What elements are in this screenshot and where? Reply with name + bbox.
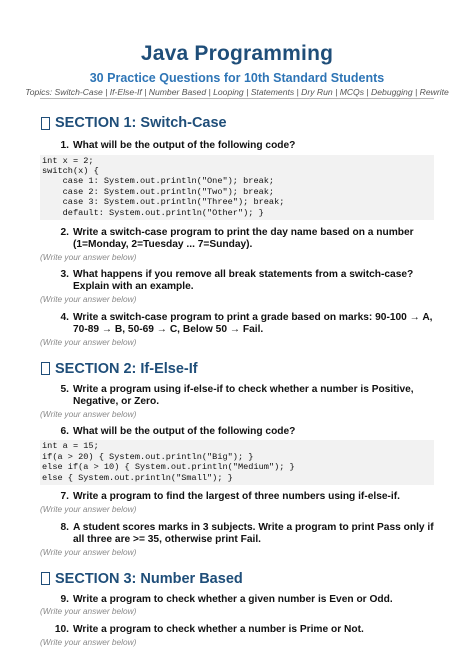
question-text: Write a switch-case program to print a grade based on marks: 90-100 → A, 70-89 → B, 50-69 → C, Below 50 → Fail.	[73, 311, 433, 336]
answer-hint: (Write your answer below)	[40, 336, 137, 347]
answer-hint: (Write your answer below)	[40, 636, 137, 647]
question-item	[40, 426, 434, 439]
question-number: 3.	[60, 268, 69, 280]
question-number: 1.	[60, 140, 69, 151]
question-number: 6.	[60, 425, 69, 437]
question-text: Write a switch-case program to print the day name based on a number (1=Monday, 2=Tuesday ... 7=Sunday).	[73, 226, 414, 251]
question-number: 7.	[60, 491, 69, 503]
question-text: A student scores marks in 3 subjects. Write a program to print Pass only if all three are >= 35, otherwise print Fail.	[73, 521, 434, 546]
question-number: 2.	[60, 226, 69, 238]
question-item	[40, 522, 434, 547]
topics-line: Topics: Switch-Case | If-Else-If | Number Based | Looping | Statements | Dry Run | MCQs | Debugging | Rewrite	[25, 87, 449, 97]
question-text: What will be the output of the following code?	[73, 425, 296, 437]
section-heading-text: SECTION 1: Switch-Case	[55, 115, 227, 131]
question-text: Write a program to check whether a number is Prime or Not.	[73, 624, 364, 636]
section-heading-text: SECTION 2: If-Else-If	[55, 360, 198, 377]
answer-hint: (Write your answer below)	[40, 546, 137, 557]
question-number: 9.	[60, 593, 69, 605]
answer-hint: (Write your answer below)	[40, 293, 137, 304]
section-icon	[41, 117, 50, 130]
section-icon	[41, 362, 50, 375]
question-number: 4.	[60, 311, 69, 323]
question-text: What will be the output of the following code?	[73, 140, 296, 151]
answer-hint: (Write your answer below)	[40, 251, 137, 262]
question-item	[40, 491, 434, 504]
header-divider	[40, 98, 434, 99]
question-item	[40, 227, 434, 252]
code-block: int a = 15; if(a > 20) { System.out.println("Big"); } else if(a > 10) { System.out.println("Medium"); } else { System.out.println("Small"); }	[40, 440, 434, 485]
question-item	[40, 140, 434, 153]
question-item	[40, 624, 434, 637]
question-text: What happens if you remove all break statements from a switch-case? Explain with an example.	[73, 268, 414, 293]
answer-hint: (Write your answer below)	[40, 503, 137, 514]
answer-hint: (Write your answer below)	[40, 606, 137, 617]
question-text: Write a program to check whether a given number is Even or Odd.	[73, 593, 393, 605]
question-item	[40, 594, 434, 607]
code-block: int x = 2; switch(x) { case 1: System.out.println("One"); break; case 2: System.out.println("Two"); break; case 3: System.out.println("Three"); break; default: System.out.println("Other"); }	[40, 155, 434, 220]
question-text: Write a program to find the largest of three numbers using if-else-if.	[73, 491, 400, 503]
answer-hint: (Write your answer below)	[40, 408, 137, 419]
section-icon	[41, 572, 50, 585]
questions-content	[40, 114, 434, 648]
question-item	[40, 269, 434, 294]
question-number: 5.	[60, 383, 69, 395]
section-heading	[40, 570, 434, 588]
page-title: Java Programming	[140, 42, 334, 65]
question-number: 8.	[60, 521, 69, 533]
question-item	[40, 312, 434, 337]
section-heading-text: SECTION 3: Number Based	[55, 570, 243, 587]
question-text: Write a program using if-else-if to check whether a number is Positive, Negative, or Zero.	[73, 383, 414, 408]
section-heading	[40, 114, 434, 132]
section-heading	[40, 360, 434, 378]
question-number: 10.	[54, 624, 69, 636]
question-item	[40, 384, 434, 409]
page-subtitle: 30 Practice Questions for 10th Standard Students	[89, 71, 385, 85]
